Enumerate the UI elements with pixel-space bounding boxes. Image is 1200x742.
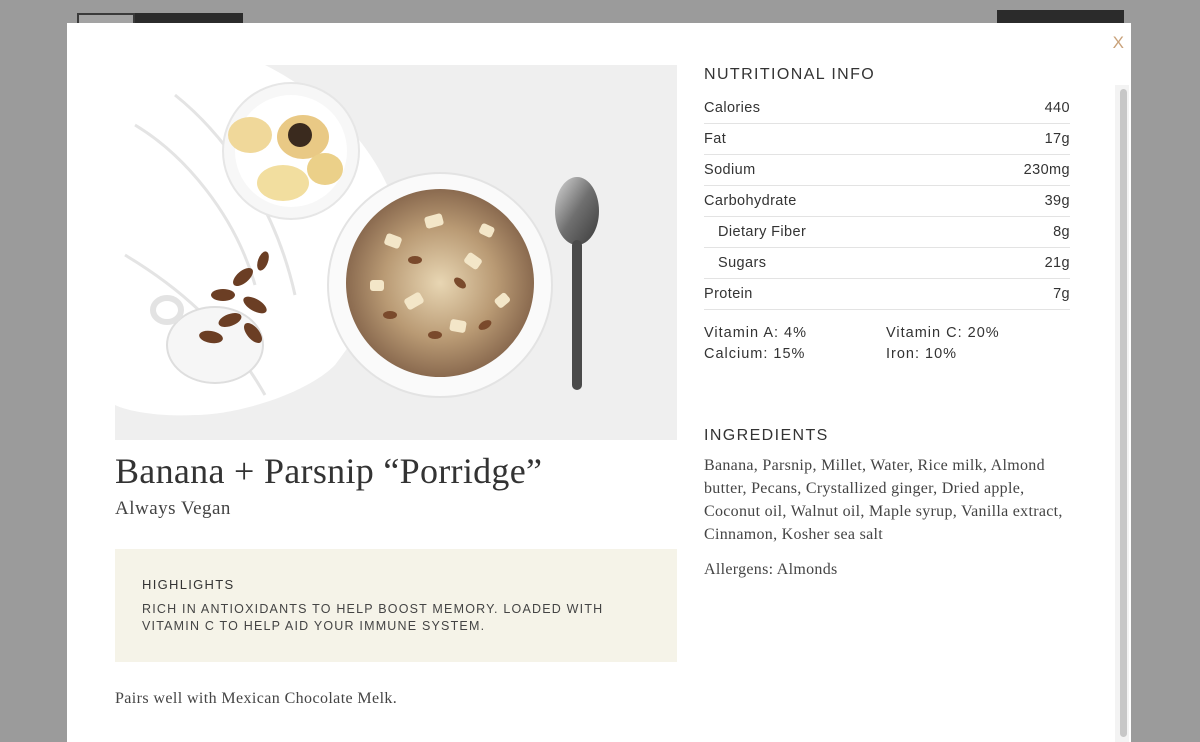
- nutrition-label: Fat: [704, 131, 727, 147]
- nutrition-value: 8g: [1053, 224, 1070, 240]
- nutrition-value: 230mg: [1023, 162, 1070, 178]
- nutrition-row: [704, 186, 1070, 217]
- nutrition-row: [704, 155, 1070, 186]
- highlights-text: RICH IN ANTIOXIDANTS TO HELP BOOST MEMORY. LOADED WITH VITAMIN C TO HELP AID YOUR IMMUNE SYSTEM.: [142, 602, 604, 633]
- vitamins-grid: [704, 325, 1070, 362]
- scrollbar-thumb[interactable]: [1120, 89, 1127, 737]
- nutrition-value: 21g: [1044, 255, 1070, 271]
- nutrition-label: Sugars: [718, 255, 767, 271]
- ingredients-heading: INGREDIENTS: [704, 427, 829, 444]
- vitamin-a: Vitamin A: 4%: [704, 325, 808, 341]
- nutrition-label: Sodium: [704, 162, 756, 178]
- highlights-heading: HIGHLIGHTS: [142, 577, 235, 592]
- nutrition-heading: NUTRITIONAL INFO: [704, 66, 876, 83]
- recipe-modal: [67, 23, 1131, 742]
- nutrition-value: 7g: [1053, 286, 1070, 302]
- calcium: Calcium: 15%: [704, 346, 806, 362]
- nutrition-row: [704, 217, 1070, 248]
- nutrition-value: 17g: [1044, 131, 1070, 147]
- nutrition-row: [704, 124, 1070, 155]
- nutrition-value: 440: [1044, 100, 1070, 116]
- dish-title: Banana + Parsnip “Porridge”: [115, 451, 543, 491]
- background-button: [997, 10, 1124, 23]
- nutrition-label: Carbohydrate: [704, 193, 797, 209]
- highlights-box: [115, 549, 677, 662]
- vitamin-c: Vitamin C: 20%: [886, 325, 1000, 341]
- pairing-note: Pairs well with Mexican Chocolate Melk.: [115, 690, 398, 707]
- nutrition-row: [704, 93, 1070, 124]
- nutrition-table: [704, 93, 1070, 310]
- nutrition-label: Calories: [704, 100, 761, 116]
- iron: Iron: 10%: [886, 346, 958, 362]
- background-tab-dark: [135, 13, 243, 23]
- nutrition-value: 39g: [1044, 193, 1070, 209]
- nutrition-label: Dietary Fiber: [718, 224, 807, 240]
- nutrition-label: Protein: [704, 286, 753, 302]
- background-tab: [77, 13, 135, 23]
- dish-subtitle: Always Vegan: [115, 498, 231, 519]
- nutrition-row: [704, 279, 1070, 310]
- ingredients-list: Banana, Parsnip, Millet, Water, Rice milk, Almond butter, Pecans, Crystallized ginger, Dried apple, Coconut oil, Walnut oil, Maple syrup, Vanilla extract, Cinnamon, Kosher sea salt: [704, 457, 1063, 543]
- close-button[interactable]: X: [1112, 33, 1124, 52]
- allergens-note: Allergens: Almonds: [704, 561, 838, 578]
- dish-image: [115, 65, 677, 440]
- nutrition-row: [704, 248, 1070, 279]
